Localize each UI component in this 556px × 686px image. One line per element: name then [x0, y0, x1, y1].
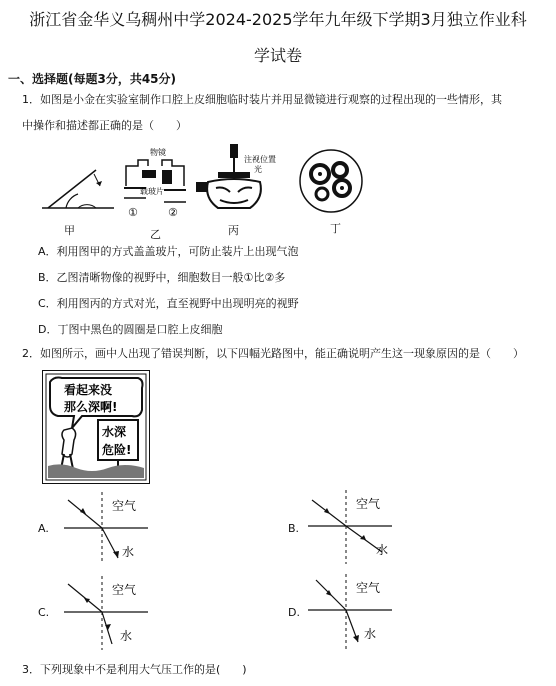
q2-choice-c-diagram	[62, 574, 150, 652]
q1-text-line2: 中操作和描述都正确的是（ ）	[22, 119, 187, 132]
q2-speech-line2: 那么深啊!	[64, 400, 118, 414]
q1-option-a: A．利用图甲的方式盖盖玻片，可防止装片上出现气泡	[38, 245, 299, 258]
q2-choice-d-diagram	[306, 572, 394, 652]
q1-label-bing: 丙	[228, 224, 239, 237]
q2-c-air: 空气	[112, 583, 137, 597]
q2-choice-b-diagram	[306, 488, 394, 566]
q2-choice-a-diagram	[62, 490, 150, 566]
q2-choice-d-letter: D.	[288, 606, 300, 619]
q1-fig-circle-2: ②	[168, 206, 178, 219]
q2-choice-b-letter: B.	[288, 522, 300, 535]
section-heading: 一、选择题(每题3分，共45分)	[8, 72, 177, 86]
q1-figure-jia	[38, 164, 118, 214]
q1-figure-yi	[118, 146, 192, 222]
q2-choice-a-letter: A.	[38, 522, 49, 535]
q2-a-water: 水	[122, 545, 135, 559]
q2-d-water: 水	[364, 627, 377, 641]
q2-a-air: 空气	[112, 499, 137, 513]
q1-option-d: D．丁图中黑色的圆圈是口腔上皮细胞	[38, 323, 223, 336]
q2-choice-c-letter: C.	[38, 606, 50, 619]
doc-title-line2: 学试卷	[253, 46, 302, 65]
q1-option-c: C．利用图丙的方式对光，直至视野中出现明亮的视野	[38, 297, 299, 310]
q2-c-water: 水	[120, 629, 133, 643]
q3-text: 3．下列现象中不是利用大气压工作的是( )	[22, 663, 247, 676]
q2-b-air: 空气	[356, 497, 381, 511]
q2-speech-line1: 看起来没	[64, 383, 113, 397]
q1-fig-text-objective: 物镜	[150, 148, 166, 157]
q1-label-yi: 乙	[150, 228, 161, 241]
q2-text: 2．如图所示，画中人出现了错误判断，以下四幅光路图中，能正确说明产生这一现象原因的是（ ）	[22, 347, 524, 360]
doc-title-line1: 浙江省金华义乌稠州中学2024-2025学年九年级下学期3月独立作业科	[29, 10, 527, 29]
q2-sign-line1: 水深	[102, 425, 127, 439]
q1-fig-text-eye: 注视位置	[244, 155, 276, 164]
q2-sign-line2: 危险!	[102, 443, 132, 457]
q1-label-ding: 丁	[330, 222, 341, 235]
q1-figure-ding	[298, 148, 364, 214]
q2-d-air: 空气	[356, 581, 381, 595]
q2-cartoon	[42, 370, 150, 484]
q1-figure-bing	[194, 142, 282, 222]
q1-text-line1: 1．如图是小金在实验室制作口腔上皮细胞临时装片并用显微镜进行观察的过程出现的一些情形，其	[22, 93, 502, 106]
q1-fig-circle-1: ①	[128, 206, 138, 219]
q1-label-jia: 甲	[64, 224, 75, 237]
q2-b-water: 水	[376, 543, 389, 557]
q1-fig-text-light: 光	[254, 165, 262, 174]
q1-fig-text-slide: 载玻片	[140, 187, 164, 196]
q1-option-b: B．乙图清晰物像的视野中，细胞数目一般①比②多	[38, 271, 286, 284]
